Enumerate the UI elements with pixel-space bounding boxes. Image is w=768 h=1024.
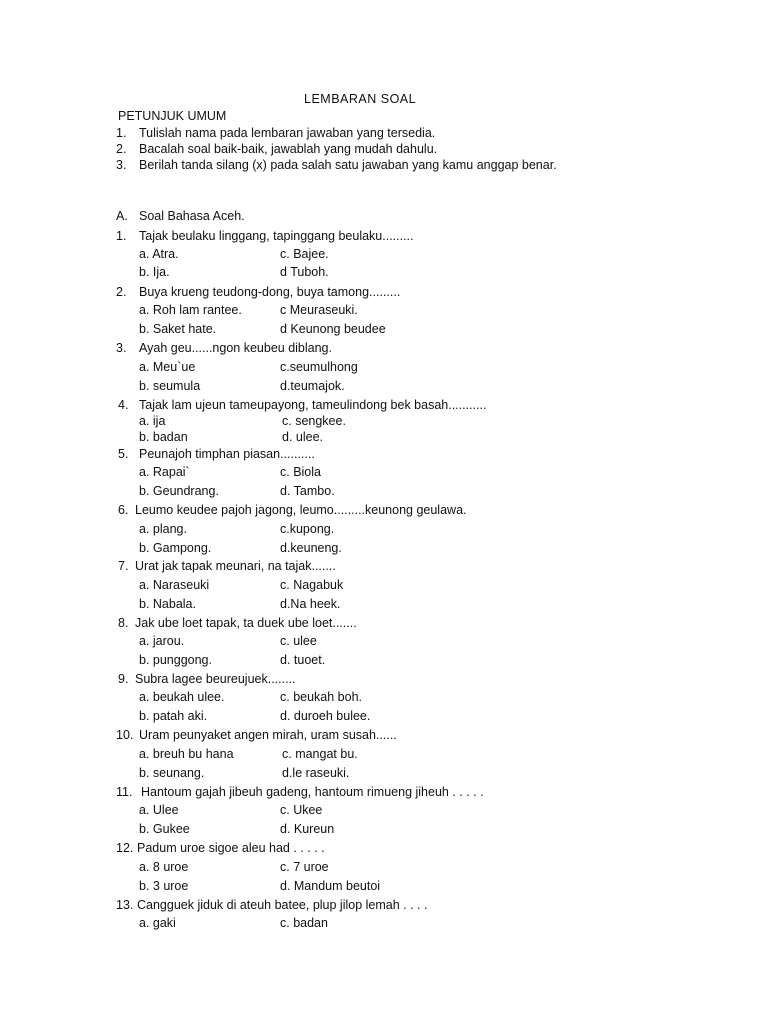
option-b: b. seumula (139, 379, 201, 393)
option-c: c.seumulhong (280, 360, 358, 374)
question-number: 13. (116, 898, 134, 912)
option-c: c Meuraseuki. (280, 303, 358, 317)
question-number: 2. (116, 285, 127, 299)
instruction-text: Berilah tanda silang (x) pada salah satu jawaban yang kamu anggap benar. (139, 158, 557, 172)
option-c: c. mangat bu. (282, 747, 358, 761)
instruction-number: 3. (116, 158, 127, 172)
option-b: b. patah aki. (139, 709, 208, 723)
option-d: d Tuboh. (280, 265, 329, 279)
option-c: c. beukah boh. (280, 690, 363, 704)
option-c: c. Bajee. (280, 247, 329, 261)
option-c: c. Ukee (280, 803, 323, 817)
option-b: b. badan (139, 430, 188, 444)
question-number: 9. (118, 672, 129, 686)
option-a: a. Naraseuki (139, 578, 210, 592)
option-b: b. punggong. (139, 653, 212, 667)
option-a: a. breuh bu hana (139, 747, 234, 761)
option-c: c. badan (280, 916, 328, 930)
instructions-heading: PETUNJUK UMUM (118, 109, 227, 123)
question-text: Buya krueng teudong-dong, buya tamong......... (139, 285, 401, 299)
option-a: a. Rapai` (139, 465, 190, 479)
option-c: c. Nagabuk (280, 578, 344, 592)
option-d: d. ulee. (282, 430, 324, 444)
page-title: LEMBARAN SOAL (304, 92, 417, 106)
option-b: b. Saket hate. (139, 322, 217, 336)
option-d: d Keunong beudee (280, 322, 386, 336)
question-number: 12. (116, 841, 134, 855)
question-text: Tajak lam ujeun tameupayong, tameulindong bek basah........... (139, 398, 487, 412)
option-b: b. Gukee (139, 822, 190, 836)
option-a: a. Roh lam rantee. (139, 303, 242, 317)
option-b: b. seunang. (139, 766, 205, 780)
option-a: a. beukah ulee. (139, 690, 225, 704)
option-b: b. Gampong. (139, 541, 212, 555)
instruction-number: 2. (116, 142, 127, 156)
question-text: Urat jak tapak meunari, na tajak....... (135, 559, 336, 573)
option-a: a. Ulee (139, 803, 179, 817)
question-text: Tajak beulaku linggang, tapinggang beulaku......... (139, 229, 414, 243)
option-d: d. Mandum beutoi (280, 879, 381, 893)
question-text: Uram peunyaket angen mirah, uram susah...... (139, 728, 397, 742)
option-a: a. 8 uroe (139, 860, 189, 874)
option-c: c.kupong. (280, 522, 335, 536)
question-text: Hantoum gajah jibeuh gadeng, hantoum rimueng jiheuh . . . . . (141, 785, 484, 799)
instruction-number: 1. (116, 126, 127, 140)
question-number: 8. (118, 616, 129, 630)
option-d: d.le raseuki. (282, 766, 350, 780)
option-d: d.teumajok. (280, 379, 345, 393)
option-c: c. sengkee. (282, 414, 346, 428)
option-c: c. Biola (280, 465, 321, 479)
option-d: d. duroeh bulee. (280, 709, 371, 723)
section-letter: A. (116, 209, 128, 223)
option-d: d. Tambo. (280, 484, 335, 498)
question-text: Jak ube loet tapak, ta duek ube loet....... (135, 616, 357, 630)
option-b: b. Nabala. (139, 597, 196, 611)
instruction-text: Bacalah soal baik-baik, jawablah yang mudah dahulu. (139, 142, 438, 156)
question-number: 7. (118, 559, 129, 573)
option-a: a. Meu`ue (139, 360, 196, 374)
option-a: a. plang. (139, 522, 187, 536)
option-d: d. tuoet. (280, 653, 326, 667)
question-number: 1. (116, 229, 127, 243)
option-a: a. jarou. (139, 634, 185, 648)
question-number: 11. (116, 785, 133, 799)
question-number: 6. (118, 503, 129, 517)
option-a: a. gaki (139, 916, 176, 930)
option-d: d.Na heek. (280, 597, 341, 611)
option-b: b. Geundrang. (139, 484, 219, 498)
question-text: Leumo keudee pajoh jagong, leumo.........keunong geulawa. (135, 503, 467, 517)
question-text: Cangguek jiduk di ateuh batee, plup jilop lemah . . . . (137, 898, 428, 912)
option-b: b. 3 uroe (139, 879, 189, 893)
question-number: 3. (116, 341, 127, 355)
option-a: a. Atra. (139, 247, 179, 261)
section-title: Soal Bahasa Aceh. (139, 209, 245, 223)
question-text: Subra lagee beureujuek........ (135, 672, 296, 686)
question-text: Peunajoh timphan piasan.......... (139, 447, 315, 461)
question-number: 10. (116, 728, 134, 742)
option-a: a. ija (139, 414, 166, 428)
option-c: c. ulee (280, 634, 317, 648)
option-b: b. Ija. (139, 265, 170, 279)
option-d: d. Kureun (280, 822, 335, 836)
option-c: c. 7 uroe (280, 860, 329, 874)
question-text: Padum uroe sigoe aleu had . . . . . (137, 841, 325, 855)
question-text: Ayah geu......ngon keubeu diblang. (139, 341, 332, 355)
option-d: d.keuneng. (280, 541, 342, 555)
question-number: 4. (118, 398, 129, 412)
question-number: 5. (118, 447, 129, 461)
instruction-text: Tulislah nama pada lembaran jawaban yang tersedia. (139, 126, 436, 140)
